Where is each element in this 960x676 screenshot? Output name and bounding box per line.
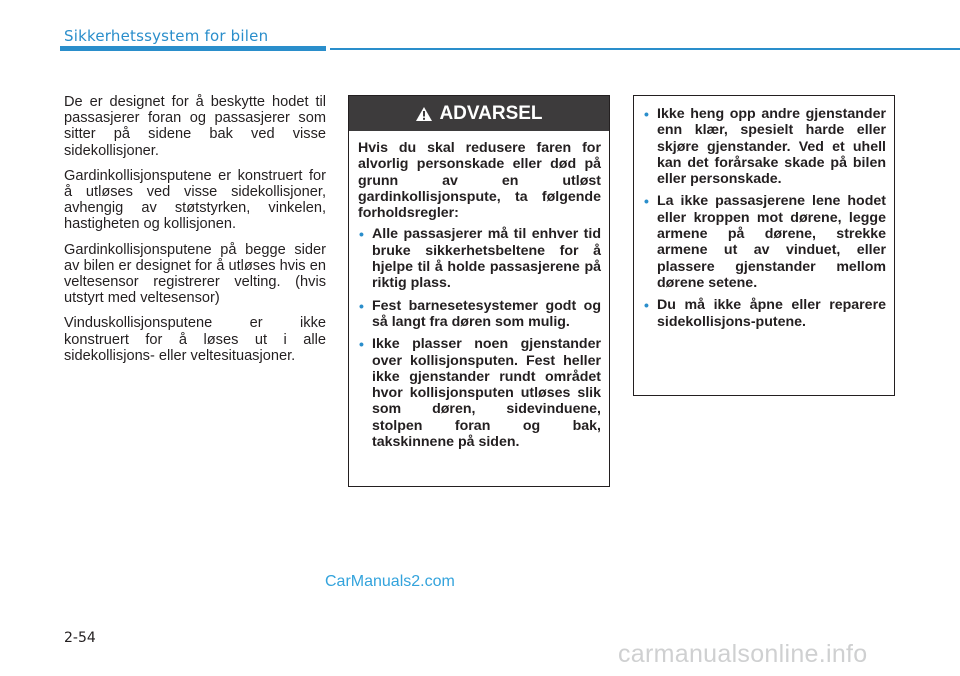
warning-intro: Hvis du skal redusere faren for alvorlig personskade eller død på grunn av en utløst gardinkollisjonspute, ta følgende forholdsregler: [358, 140, 601, 222]
paragraph: De er designet for å beskytte hodet til passasjerer foran og passasjerer som sitter på sidene bak ved visse sidekollisjoner. [64, 94, 326, 159]
continued-bullet-list [643, 106, 886, 330]
page-number: 2-54 [64, 630, 96, 646]
bullet-icon: • [359, 226, 364, 243]
list-item [643, 106, 886, 187]
paragraph: Gardinkollisjonsputene er konstruert for å utløses ved visse sidekollisjoner, avhengig av støtstyrken, vinkelen, hastigheten og kollisjonen. [64, 167, 326, 233]
list-item [358, 336, 601, 450]
bullet-icon: • [644, 297, 649, 314]
header-accent-bar [60, 46, 326, 51]
bullet-icon: • [644, 106, 649, 122]
paragraph: Vinduskollisjonsputene er ikke konstruert for å løses ut i alle sidekollisjons- eller veltesituasjoner. [64, 315, 326, 364]
list-item-text: Ikke heng opp andre gjenstander enn klær, spesielt harde eller skjøre gjenstander. Ved et uhell kan det forårsake skade på bilen eller personskade. [657, 106, 886, 188]
list-item [643, 297, 886, 330]
list-item [358, 298, 601, 331]
section-title: Sikkerhetssystem for bilen [64, 27, 269, 45]
warning-header [349, 96, 609, 131]
list-item [358, 226, 601, 291]
warning-triangle-icon [415, 106, 433, 122]
watermark-link[interactable]: CarManuals2.com [325, 573, 455, 590]
bullet-icon: • [359, 336, 364, 353]
list-item-text: Ikke plasser noen gjenstander over kollisjonsputen. Fest heller ikke gjenstander rundt området hvor kollisjonsputen utløses slik som døren, sidevinduene, stolpen foran og bak, takskinnene på siden. [372, 336, 601, 451]
warning-body [349, 131, 609, 450]
warning-heading: ADVARSEL [439, 102, 543, 124]
warning-bullet-list [358, 226, 601, 450]
continued-warning-box [633, 95, 895, 396]
paragraph: Gardinkollisjonsputene på begge sider av bilen er designet for å utløses hvis en veltesensor registrerer velting. (hvis utstyrt med veltesensor) [64, 241, 326, 307]
list-item-text: Fest barnesetesystemer godt og så langt fra døren som mulig. [372, 297, 601, 330]
bullet-icon: • [359, 297, 364, 314]
list-item-text: La ikke passasjerene lene hodet eller kroppen mot dørene, legge armene på dørene, strekke armene ut av vinduet, eller plassere gjenstander mellom dørene setene. [657, 193, 886, 291]
list-item-text: Du må ikke åpne eller reparere sidekollisjons-putene. [657, 297, 886, 330]
warning-box [348, 95, 610, 487]
list-item [643, 193, 886, 291]
site-watermark: carmanualsonline.info [618, 640, 868, 668]
body-text-column [64, 94, 326, 373]
list-item-text: Alle passasjerer må til enhver tid bruke sikkerhetsbeltene for å hjelpe til å holde passasjerene på riktig plass. [372, 226, 601, 292]
header-rule [330, 48, 960, 50]
bullet-icon: • [644, 193, 649, 210]
